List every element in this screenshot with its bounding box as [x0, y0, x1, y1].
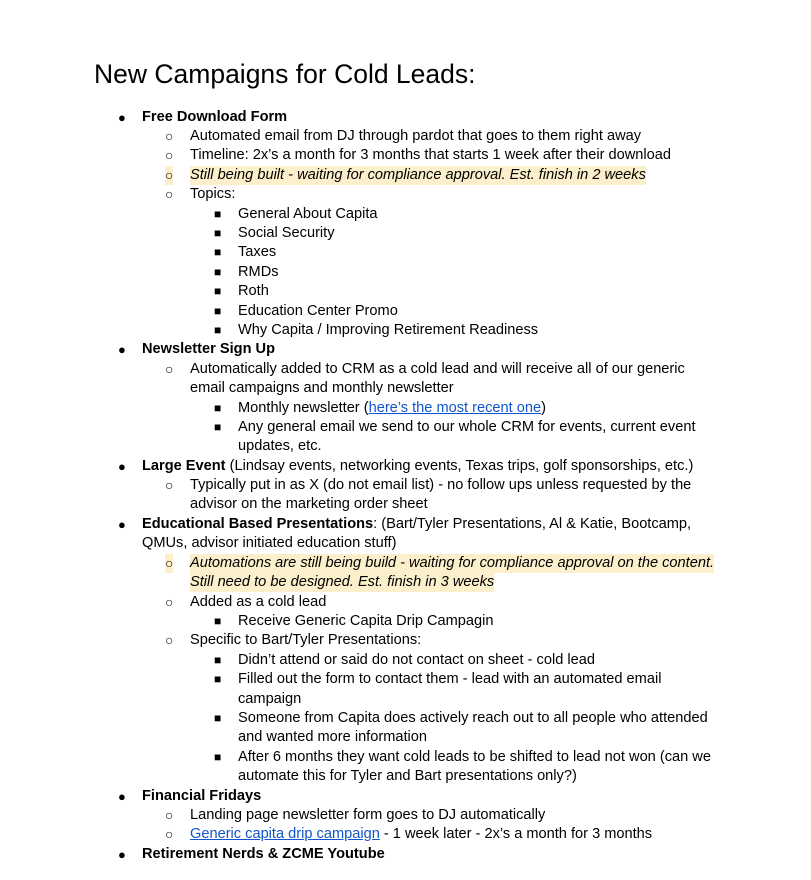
list-item-continued: email campaigns and monthly newsletter: [190, 380, 454, 396]
list-item-continued: advisor on the marketing order sheet: [190, 496, 428, 512]
square-bullet-icon: ■: [214, 323, 222, 337]
list-item: Topics:: [190, 186, 236, 202]
page-title: New Campaigns for Cold Leads:: [94, 59, 476, 89]
list-item-continued: and wanted more information: [238, 729, 428, 745]
square-bullet-icon: ■: [214, 401, 222, 415]
circle-bullet-icon: ○: [165, 807, 174, 823]
list-item: Didn’t attend or said do not contact on sheet - cold lead: [238, 652, 595, 668]
section-heading-newsletter: Newsletter Sign Up: [142, 341, 275, 357]
circle-bullet-icon: ○: [165, 361, 174, 377]
status-note-highlighted: Automations are still being build - waiting for compliance approval on the content.: [190, 554, 714, 573]
list-item: Typically put in as X (do not email list) - no follow ups unless requested by the: [190, 477, 692, 493]
drip-campaign-detail: - 1 week later - 2x’s a month for 3 months: [379, 826, 653, 842]
bullet-icon: ●: [118, 517, 126, 532]
list-item: Landing page newsletter form goes to DJ automatically: [190, 807, 546, 823]
circle-bullet-icon: ○: [165, 128, 174, 144]
square-bullet-icon: ■: [214, 265, 222, 279]
edu-detail-continued: QMUs, advisor initiated education stuff): [142, 535, 397, 551]
square-bullet-icon: ■: [214, 653, 222, 667]
circle-bullet-icon: ○: [165, 632, 174, 648]
section-heading-educational: Educational Based Presentations: [142, 516, 374, 532]
large-event-line: [142, 457, 693, 476]
newsletter-item-text: Monthly newsletter (: [238, 400, 369, 416]
square-bullet-icon: ■: [214, 304, 222, 318]
list-item-continued: automate this for Tyler and Bart presentations only?): [238, 768, 577, 784]
square-bullet-icon: ■: [214, 226, 222, 240]
list-item: Timeline: 2x’s a month for 3 months that starts 1 week after their download: [190, 147, 672, 163]
newsletter-item: [238, 399, 546, 418]
list-item: Automatically added to CRM as a cold lead and will receive all of our generic: [190, 361, 685, 377]
list-item: Specific to Bart/Tyler Presentations:: [190, 632, 422, 648]
square-bullet-icon: ■: [214, 711, 222, 725]
list-item: Any general email we send to our whole CRM for events, current event: [238, 419, 696, 435]
newsletter-item-close: ): [541, 400, 546, 416]
bullet-icon: ●: [118, 342, 126, 357]
topic-item: RMDs: [238, 264, 279, 280]
list-item-continued: updates, etc.: [238, 438, 322, 454]
section-heading-youtube: Retirement Nerds & ZCME Youtube: [142, 846, 385, 862]
circle-bullet-icon: ○: [165, 554, 173, 573]
topic-item: Education Center Promo: [238, 303, 398, 319]
topic-item: Taxes: [238, 244, 277, 260]
section-heading-financial-fridays: Financial Fridays: [142, 788, 262, 804]
list-item: Automated email from DJ through pardot that goes to them right away: [190, 128, 642, 144]
square-bullet-icon: ■: [214, 750, 222, 764]
topic-item: Social Security: [238, 225, 335, 241]
topic-item: Why Capita / Improving Retirement Readiness: [238, 322, 539, 338]
circle-bullet-icon: ○: [165, 186, 174, 202]
edu-line: [142, 515, 691, 534]
recent-newsletter-link[interactable]: here’s the most recent one: [368, 400, 542, 416]
bullet-icon: ●: [118, 789, 126, 804]
list-item: Receive Generic Capita Drip Campagin: [238, 613, 494, 629]
circle-bullet-icon: ○: [165, 166, 173, 185]
square-bullet-icon: ■: [214, 284, 222, 298]
list-item: Added as a cold lead: [190, 594, 327, 610]
edu-detail: : (Bart/Tyler Presentations, Al & Katie, Bootcamp,: [373, 516, 692, 532]
square-bullet-icon: ■: [214, 420, 222, 434]
bullet-icon: ●: [118, 847, 126, 862]
circle-bullet-icon: ○: [165, 826, 174, 842]
bullet-icon: ●: [118, 110, 126, 125]
square-bullet-icon: ■: [214, 245, 222, 259]
section-heading-large-event: Large Event: [142, 458, 226, 474]
square-bullet-icon: ■: [214, 672, 222, 686]
circle-bullet-icon: ○: [165, 477, 174, 493]
list-item-continued: campaign: [238, 691, 302, 707]
circle-bullet-icon: ○: [165, 147, 174, 163]
circle-bullet-icon: ○: [165, 594, 174, 610]
large-event-detail: (Lindsay events, networking events, Texas trips, golf sponsorships, etc.): [225, 458, 694, 474]
list-item: Someone from Capita does actively reach out to all people who attended: [238, 710, 708, 726]
topic-item: General About Capita: [238, 206, 378, 222]
square-bullet-icon: ■: [214, 207, 222, 221]
status-note-highlighted: Still being built - waiting for compliance approval. Est. finish in 2 weeks: [190, 166, 646, 185]
bullet-icon: ●: [118, 459, 126, 474]
square-bullet-icon: ■: [214, 614, 222, 628]
list-item: After 6 months they want cold leads to be shifted to lead not won (can we: [238, 749, 711, 765]
drip-campaign-link[interactable]: Generic capita drip campaign: [190, 826, 380, 842]
section-heading-free-download: Free Download Form: [142, 109, 288, 125]
topic-item: Roth: [238, 283, 269, 299]
drip-campaign-line: [190, 825, 652, 844]
list-item: Filled out the form to contact them - lead with an automated email: [238, 671, 662, 687]
status-note-highlighted-continued: Still need to be designed. Est. finish in 3 weeks: [190, 573, 494, 592]
